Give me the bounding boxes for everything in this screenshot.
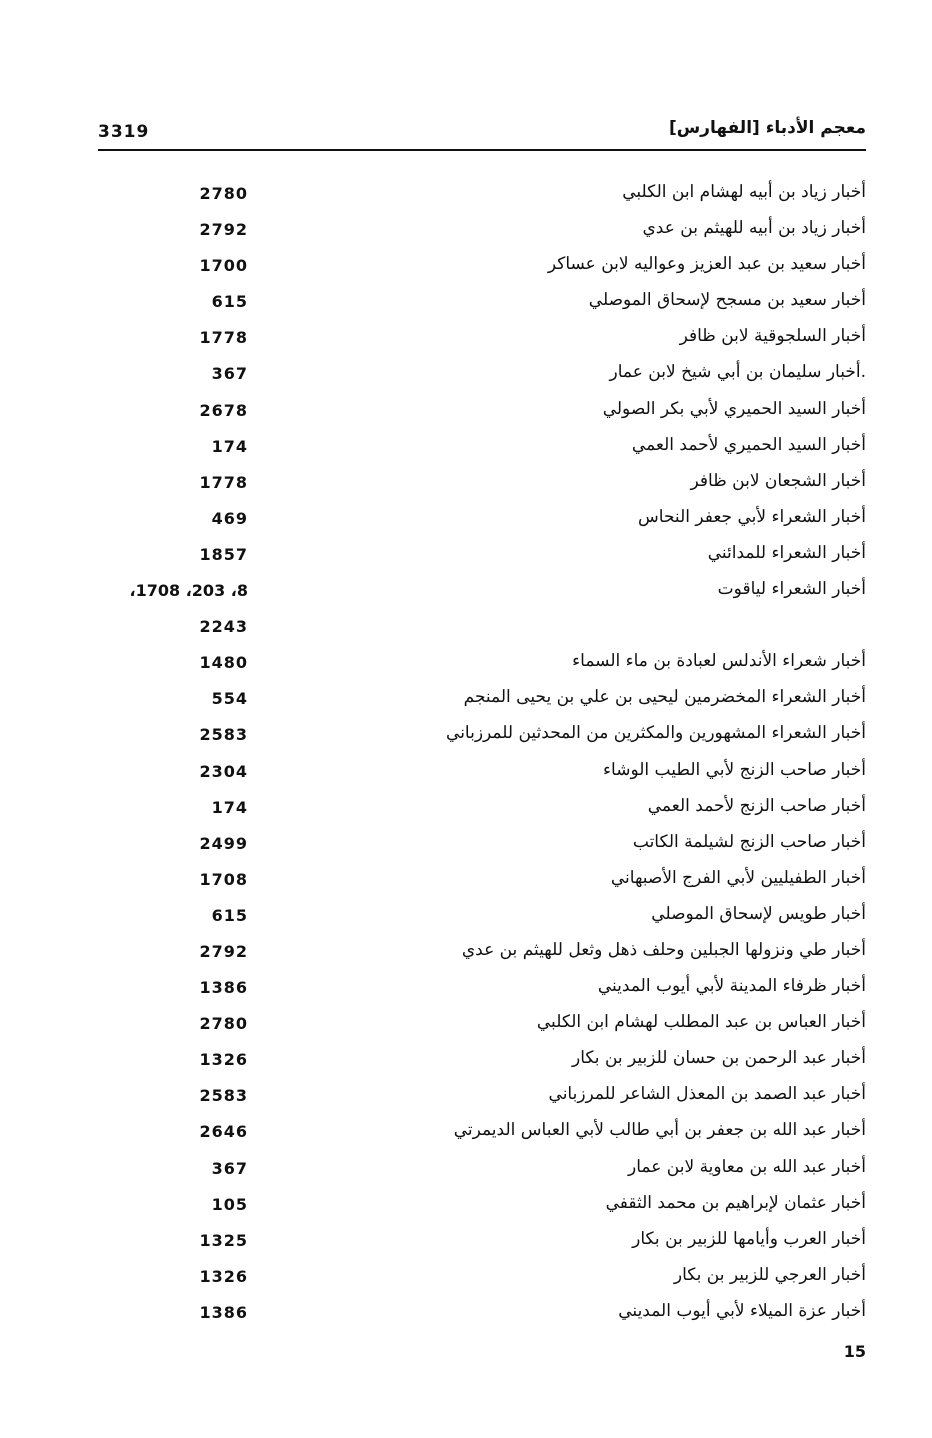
header-page-number: 3319 — [98, 122, 150, 142]
index-entry — [98, 756, 866, 792]
index-entry — [98, 1153, 866, 1189]
entry-title: أخبار الشعراء المشهورين والمكثرين من المحدثين للمرزباني — [446, 723, 866, 744]
entry-page-numbers: 2304 — [199, 761, 248, 781]
entry-title: أخبار العرجي للزبير بن بكار — [673, 1264, 866, 1285]
entry-page-numbers: 1857 — [199, 544, 248, 564]
index-entry — [98, 575, 866, 611]
index-entry — [98, 864, 866, 900]
index-entry — [98, 683, 866, 719]
index-entry — [98, 178, 866, 214]
entry-title: أخبار سعيد بن عبد العزيز وعواليه لابن عساكر — [547, 254, 866, 275]
index-entry — [98, 828, 866, 864]
index-entry — [98, 936, 866, 972]
index-entry — [98, 539, 866, 575]
entry-title: أخبار صاحب الزنج لشيلمة الكاتب — [632, 831, 866, 852]
index-entry — [98, 1225, 866, 1261]
index-entry — [98, 395, 866, 431]
entry-page-numbers: 469 — [211, 508, 248, 528]
entry-page-numbers: 367 — [211, 364, 248, 384]
entry-title: أخبار الشعراء المخضرمين ليحيى بن علي بن يحيى المنجم — [463, 687, 866, 708]
entry-title: أخبار عبد الصمد بن المعذل الشاعر للمرزباني — [548, 1084, 866, 1105]
entry-title: أخبار الشعراء لياقوت — [717, 579, 866, 600]
index-entry — [98, 900, 866, 936]
entry-title: أخبار الشجعان لابن ظافر — [690, 470, 866, 491]
index-entry — [98, 214, 866, 250]
entry-title: أخبار صاحب الزنج لأحمد العمي — [647, 795, 866, 816]
entry-page-numbers: 1778 — [199, 472, 248, 492]
entry-page-numbers: 1326 — [199, 1266, 248, 1286]
index-entry — [98, 1044, 866, 1080]
entry-title: أخبار سعيد بن مسجح لإسحاق الموصلي — [588, 290, 866, 311]
entry-page-numbers: 1325 — [199, 1230, 248, 1250]
entry-page-numbers: 2780 — [199, 1014, 248, 1034]
index-entry — [98, 467, 866, 503]
entry-page-numbers: 2583 — [199, 725, 248, 745]
entry-page-numbers: 1700 — [199, 256, 248, 276]
index-entry — [98, 286, 866, 322]
entry-title: أخبار السلجوقية لابن ظافر — [679, 326, 866, 347]
entry-page-numbers: 174 — [211, 797, 248, 817]
index-entry — [98, 1116, 866, 1152]
entry-title: أخبار طي ونزولها الجبلين وحلف ذهل وثعل للهيثم بن عدي — [461, 939, 866, 960]
header-divider — [98, 149, 866, 151]
entry-page-numbers: 1386 — [199, 978, 248, 998]
entry-title: .أخبار سليمان بن أبي شيخ لابن عمار — [609, 362, 866, 383]
index-entry — [98, 1261, 866, 1297]
entry-page-numbers: 1386 — [199, 1302, 248, 1322]
entry-page-numbers: 2780 — [199, 184, 248, 203]
entry-page-numbers: 615 — [211, 292, 248, 312]
entry-title: أخبار الشعراء لأبي جعفر النحاس — [638, 506, 866, 527]
index-entry — [98, 719, 866, 755]
entry-page-numbers: 554 — [211, 689, 248, 709]
entry-title: أخبار السيد الحميري لأبي بكر الصولي — [602, 398, 866, 419]
entry-title: أخبار عبد الله بن معاوية لابن عمار — [628, 1156, 866, 1177]
index-entry — [98, 611, 866, 647]
entry-title: أخبار عزة الميلاء لأبي أيوب المديني — [618, 1300, 866, 1321]
index-entry — [98, 1008, 866, 1044]
entry-page-numbers: 615 — [211, 905, 248, 925]
entry-title: أخبار صاحب الزنج لأبي الطيب الوشاء — [603, 759, 866, 780]
index-entry — [98, 503, 866, 539]
entry-page-numbers: 1326 — [199, 1050, 248, 1070]
entry-page-numbers: 1708 — [199, 869, 248, 889]
entry-title: أخبار العرب وأيامها للزبير بن بكار — [632, 1228, 866, 1249]
entry-page-numbers: 105 — [211, 1194, 248, 1214]
entry-page-numbers: 174 — [211, 436, 248, 456]
index-entry — [98, 972, 866, 1008]
index-entry — [98, 358, 866, 394]
entry-title: أخبار طويس لإسحاق الموصلي — [651, 903, 866, 924]
entry-page-numbers: 2583 — [199, 1086, 248, 1106]
entry-title: أخبار عثمان لإبراهيم بن محمد الثقفي — [605, 1192, 866, 1213]
index-entry — [98, 250, 866, 286]
entry-page-numbers: 2792 — [199, 220, 248, 240]
index-entry — [98, 322, 866, 358]
entry-title: أخبار السيد الحميري لأحمد العمي — [631, 434, 866, 455]
index-entry — [98, 431, 866, 467]
entry-page-numbers: 1778 — [199, 328, 248, 348]
index-entry — [98, 1297, 866, 1333]
index-entry — [98, 1189, 866, 1225]
index-entry — [98, 792, 866, 828]
index-entry — [98, 647, 866, 683]
entry-page-numbers: 2243 — [199, 617, 248, 637]
book-title: معجم الأدباء [الفهارس] — [668, 118, 866, 138]
entry-page-numbers: 2678 — [199, 400, 248, 420]
entry-title: أخبار شعراء الأندلس لعبادة بن ماء السماء — [572, 651, 866, 672]
index-entry — [98, 1080, 866, 1116]
entry-title: أخبار الشعراء للمدائني — [707, 542, 866, 563]
entry-title: أخبار عبد الله بن جعفر بن أبي طالب لأبي العباس الديمرتي — [453, 1120, 866, 1141]
page-header — [98, 116, 866, 150]
index-entry-list — [98, 178, 866, 1333]
entry-title: أخبار الطفيليين لأبي الفرج الأصبهاني — [610, 867, 866, 888]
entry-title: أخبار ظرفاء المدينة لأبي أيوب المديني — [597, 976, 866, 997]
entry-page-numbers: 2646 — [199, 1122, 248, 1142]
entry-page-numbers: 367 — [211, 1158, 248, 1178]
entry-page-numbers: 1480 — [199, 653, 248, 673]
entry-title: أخبار عبد الرحمن بن حسان للزبير بن بكار — [572, 1048, 866, 1069]
footer-page-number: 15 — [843, 1342, 866, 1361]
entry-page-numbers: 2499 — [199, 833, 248, 853]
entry-title: أخبار العباس بن عبد المطلب لهشام ابن الكلبي — [536, 1012, 866, 1033]
entry-page-numbers: 2792 — [199, 941, 248, 961]
entry-title: أخبار زياد بن أبيه للهيثم بن عدي — [642, 218, 866, 239]
entry-page-numbers: 8، 203، 1708، — [129, 581, 248, 601]
entry-title: أخبار زياد بن أبيه لهشام ابن الكلبي — [622, 182, 866, 202]
